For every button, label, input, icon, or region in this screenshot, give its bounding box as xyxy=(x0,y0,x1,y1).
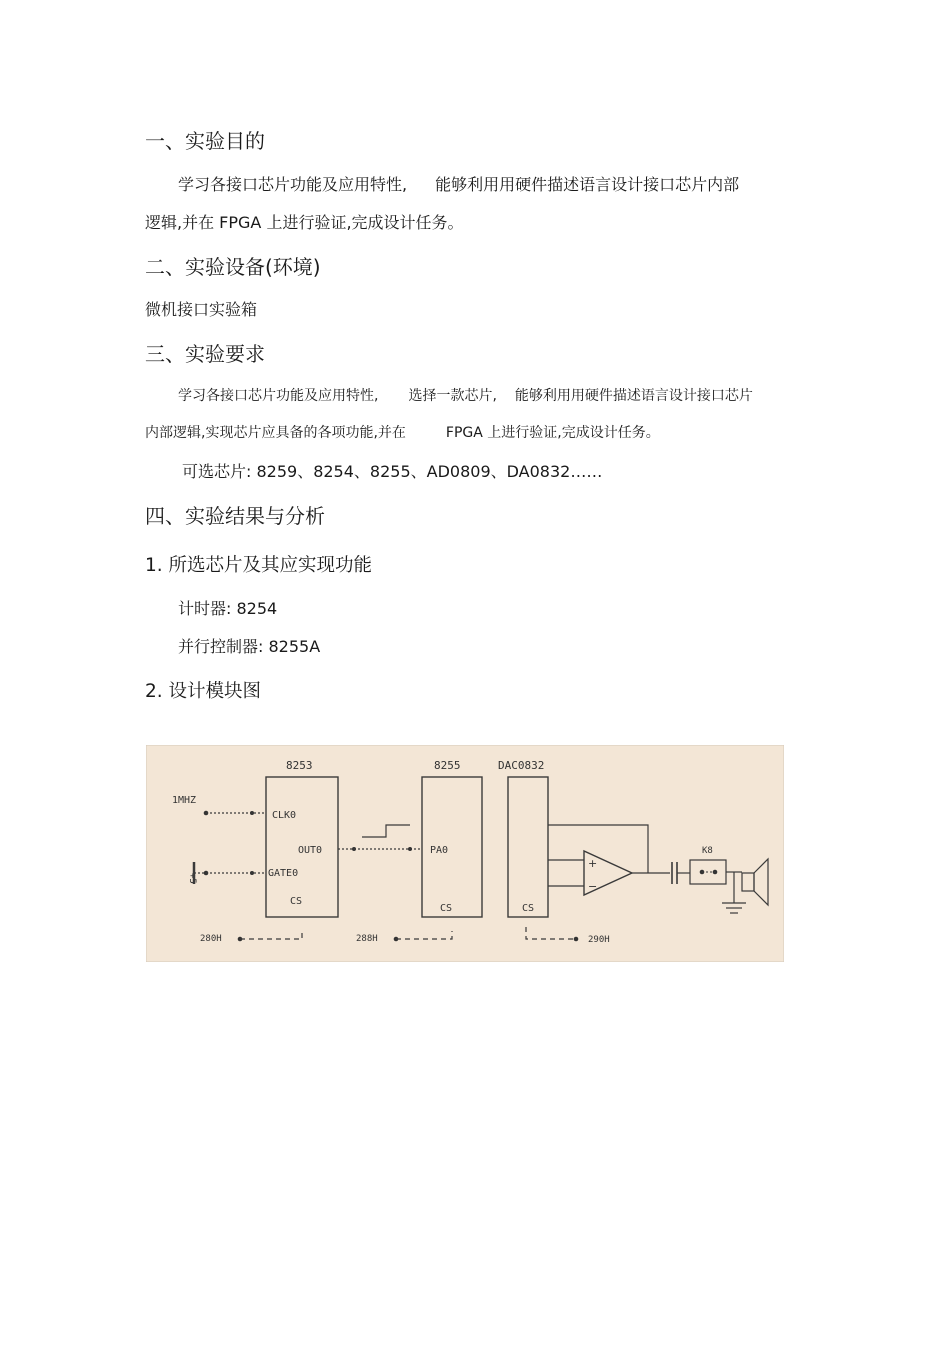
section-3-paragraph-line-2 xyxy=(145,423,660,443)
chip-8255-label: 8255 xyxy=(434,759,461,772)
section-4-heading: 四、实验结果与分析 xyxy=(145,504,325,528)
chip-dac0832-cs-label: CS xyxy=(522,903,535,914)
section-1-heading: 一、实验目的 xyxy=(145,129,265,153)
timer-chip-line: 计时器: 8254 xyxy=(178,599,278,618)
section-3-text-d: 内部逻辑,实现芯片应具备的各项功能,并在 xyxy=(145,425,406,441)
opamp-plus-label: + xyxy=(588,857,598,870)
section-3-text-e: FPGA 上进行验证,完成设计任务。 xyxy=(445,425,660,441)
section-1-paragraph-line-1 xyxy=(178,174,739,196)
section-2-paragraph: 微机接口实验箱 xyxy=(145,300,258,319)
chip-8253-cs-label: CS xyxy=(290,896,303,907)
pa0-pin-label: PA0 xyxy=(430,845,449,856)
address-290h-label: 290H xyxy=(588,935,610,945)
switch-k8-label: K8 xyxy=(702,846,713,856)
section-1-text-a: 学习各接口芯片功能及应用特性, xyxy=(178,175,408,194)
section-3-chip-options: 可选芯片: 8259、8254、8255、AD0809、DA0832…… xyxy=(182,462,603,481)
section-3-text-c: 能够利用用硬件描述语言设计接口芯片 xyxy=(514,388,753,404)
subsection-1-heading: 1. 所选芯片及其应实现功能 xyxy=(145,555,373,576)
block-diagram xyxy=(146,745,784,962)
section-3-text-a: 学习各接口芯片功能及应用特性, xyxy=(178,388,379,404)
chip-8255-cs-label: CS xyxy=(440,903,453,914)
address-280h-label: 280H xyxy=(200,934,222,944)
section-3-paragraph-line-1 xyxy=(178,386,753,406)
gate0-pin-label: GATE0 xyxy=(268,868,299,879)
subsection-2-heading: 2. 设计模块图 xyxy=(145,681,262,702)
clock-source-label: 1MHZ xyxy=(172,795,197,806)
chip-dac0832-label: DAC0832 xyxy=(498,759,545,772)
section-1-text-b: 能够利用用硬件描述语言设计接口芯片内部 xyxy=(435,175,740,194)
section-2-heading: 二、实验设备(环境) xyxy=(145,255,321,279)
clk0-pin-label: CLK0 xyxy=(272,810,297,821)
section-3-text-b: 选择一款芯片, xyxy=(408,388,497,404)
opamp-minus-label: − xyxy=(588,880,598,893)
gate-wire-node xyxy=(250,871,254,875)
pa0-node xyxy=(408,847,412,851)
chip-8253-label: 8253 xyxy=(286,759,313,772)
parallel-chip-line: 并行控制器: 8255A xyxy=(178,637,321,656)
address-290h-node xyxy=(574,937,579,942)
section-1-paragraph-line-2: 逻辑,并在 FPGA 上进行验证,完成设计任务。 xyxy=(145,213,464,232)
out0-pin-label: OUT0 xyxy=(298,845,323,856)
section-3-heading: 三、实验要求 xyxy=(145,342,265,366)
vcc-label: +5 xyxy=(187,873,197,884)
address-288h-label: 288H xyxy=(356,934,378,944)
clock-wire-node xyxy=(250,811,254,815)
